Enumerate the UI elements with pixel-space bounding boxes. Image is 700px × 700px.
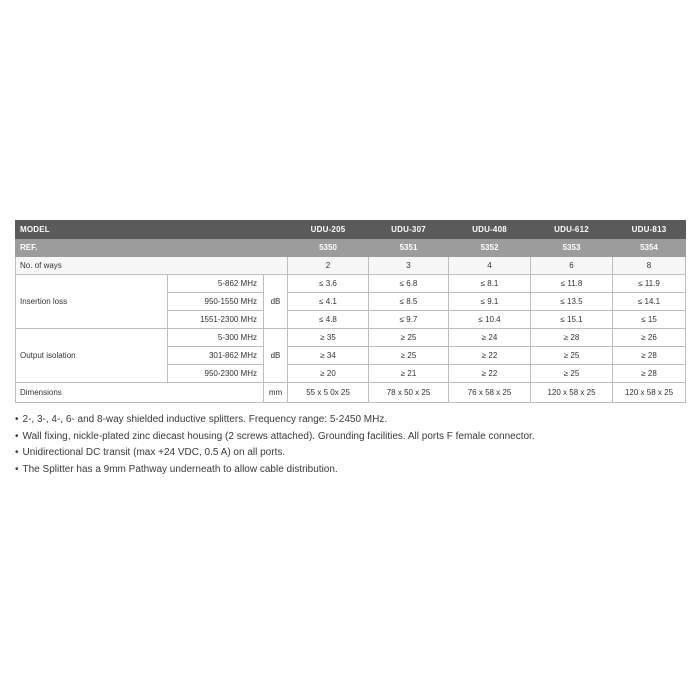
- ref-cell: 5350: [288, 239, 369, 257]
- model-cell: UDU-307: [369, 221, 449, 239]
- model-header-row: [16, 221, 686, 239]
- model-cell: UDU-813: [613, 221, 686, 239]
- note-item: • Unidirectional DC transit (max +24 VDC, 0.5 A) on all ports.: [15, 445, 685, 462]
- value-cell: ≥ 25: [531, 365, 613, 383]
- value-cell: ≥ 25: [531, 347, 613, 365]
- value-cell: 76 x 58 x 25: [449, 383, 531, 403]
- band-cell: 950-2300 MHz: [168, 365, 264, 383]
- model-cell: UDU-408: [449, 221, 531, 239]
- model-cell: UDU-205: [288, 221, 369, 239]
- value-cell: ≥ 22: [449, 347, 531, 365]
- ref-label: REF.: [16, 239, 288, 257]
- value-cell: 2: [288, 257, 369, 275]
- dimensions-label: Dimensions: [16, 383, 264, 403]
- value-cell: ≤ 8.5: [369, 293, 449, 311]
- unit-cell: mm: [264, 383, 288, 403]
- model-label: MODEL: [16, 221, 288, 239]
- band-cell: 5-300 MHz: [168, 329, 264, 347]
- ref-header-row: [16, 239, 686, 257]
- value-cell: ≤ 15.1: [531, 311, 613, 329]
- unit-cell: dB: [264, 275, 288, 329]
- insertion-loss-row: [16, 275, 686, 293]
- value-cell: 8: [613, 257, 686, 275]
- note-item: • Wall fixing, nickle-plated zinc diecast housing (2 screws attached). Grounding facilities. All ports F female connector.: [15, 429, 685, 446]
- value-cell: ≤ 15: [613, 311, 686, 329]
- value-cell: ≥ 28: [531, 329, 613, 347]
- value-cell: 4: [449, 257, 531, 275]
- band-cell: 5-862 MHz: [168, 275, 264, 293]
- feature-notes: [15, 412, 685, 478]
- value-cell: ≤ 9.7: [369, 311, 449, 329]
- value-cell: ≤ 13.5: [531, 293, 613, 311]
- value-cell: 3: [369, 257, 449, 275]
- value-cell: ≤ 8.1: [449, 275, 531, 293]
- value-cell: ≤ 6.8: [369, 275, 449, 293]
- output-isolation-label: Output isolation: [16, 329, 168, 383]
- insertion-loss-label: Insertion loss: [16, 275, 168, 329]
- value-cell: ≥ 28: [613, 347, 686, 365]
- value-cell: ≥ 25: [369, 347, 449, 365]
- model-cell: UDU-612: [531, 221, 613, 239]
- unit-cell: dB: [264, 329, 288, 383]
- value-cell: ≥ 24: [449, 329, 531, 347]
- value-cell: 120 x 58 x 25: [531, 383, 613, 403]
- value-cell: ≤ 4.1: [288, 293, 369, 311]
- value-cell: 120 x 58 x 25: [613, 383, 686, 403]
- ref-cell: 5353: [531, 239, 613, 257]
- value-cell: ≤ 9.1: [449, 293, 531, 311]
- spec-table: [15, 220, 686, 403]
- note-item: • 2-, 3-, 4-, 6- and 8-way shielded inductive splitters. Frequency range: 5-2450 MHz.: [15, 412, 685, 429]
- band-cell: 1551-2300 MHz: [168, 311, 264, 329]
- value-cell: ≥ 35: [288, 329, 369, 347]
- value-cell: ≤ 11.8: [531, 275, 613, 293]
- value-cell: ≤ 4.8: [288, 311, 369, 329]
- ways-label: No. of ways: [16, 257, 288, 275]
- ways-row: [16, 257, 686, 275]
- ref-cell: 5352: [449, 239, 531, 257]
- band-cell: 950-1550 MHz: [168, 293, 264, 311]
- value-cell: 6: [531, 257, 613, 275]
- value-cell: ≥ 28: [613, 365, 686, 383]
- ref-cell: 5351: [369, 239, 449, 257]
- value-cell: 78 x 50 x 25: [369, 383, 449, 403]
- value-cell: 55 x 5 0x 25: [288, 383, 369, 403]
- value-cell: ≤ 11.9: [613, 275, 686, 293]
- value-cell: ≥ 25: [369, 329, 449, 347]
- value-cell: ≥ 26: [613, 329, 686, 347]
- value-cell: ≥ 34: [288, 347, 369, 365]
- dimensions-row: [16, 383, 686, 403]
- band-cell: 301-862 MHz: [168, 347, 264, 365]
- note-item: • The Splitter has a 9mm Pathway underneath to allow cable distribution.: [15, 462, 685, 479]
- value-cell: ≥ 22: [449, 365, 531, 383]
- value-cell: ≤ 10.4: [449, 311, 531, 329]
- value-cell: ≥ 20: [288, 365, 369, 383]
- value-cell: ≥ 21: [369, 365, 449, 383]
- value-cell: ≤ 3.6: [288, 275, 369, 293]
- output-isolation-row: [16, 329, 686, 347]
- value-cell: ≤ 14.1: [613, 293, 686, 311]
- ref-cell: 5354: [613, 239, 686, 257]
